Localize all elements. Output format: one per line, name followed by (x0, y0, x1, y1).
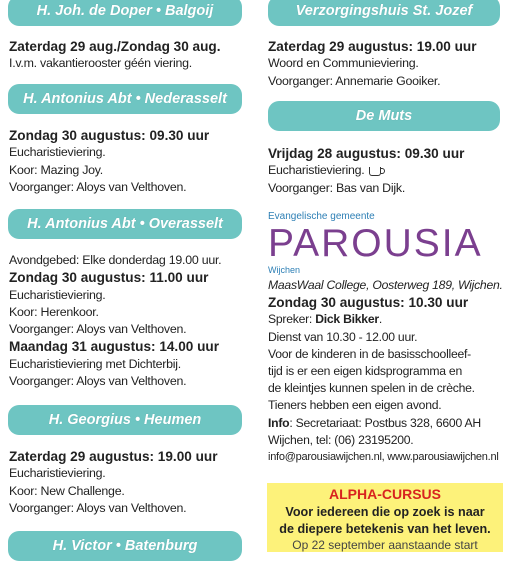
service-line: Voorganger: Bas van Dijk. (268, 180, 406, 195)
parousia-children-line: Tieners hebben een eigen avond. (268, 398, 442, 413)
header-joh-de-doper (8, 0, 242, 26)
parousia-children-line: de kleintjes kunnen spelen in de crèche. (268, 381, 475, 396)
schedule-georgius-heumen (9, 448, 218, 517)
service-line: Woord en Communieviering. (268, 56, 419, 71)
speaker-label: Spreker: (268, 312, 313, 327)
schedule-st-jozef (268, 38, 477, 90)
service-line: Eucharistieviering. (9, 145, 106, 160)
service-note: I.v.m. vakantierooster géén viering. (9, 56, 192, 71)
coffee-cup-icon (369, 167, 381, 176)
schedule-de-muts (268, 145, 464, 197)
header-st-jozef (268, 0, 500, 26)
header-georgius-heumen (8, 405, 242, 435)
parousia-location: MaasWaal College, Oosterweg 189, Wijchen. (268, 278, 503, 292)
parousia-logo: PAROUSIA (268, 222, 483, 265)
service-line: Eucharistieviering. (9, 466, 106, 481)
service-text: Eucharistieviering. (268, 163, 365, 178)
alpha-cursus-box (267, 483, 503, 552)
section-title: H. Antonius Abt • Nederasselt (23, 91, 227, 107)
parousia-service: Dienst van 10.30 - 12.00 uur. (268, 329, 418, 344)
service-date: Zaterdag 29 aug./Zondag 30 aug. (9, 39, 221, 54)
section-title: Verzorgingshuis St. Jozef (295, 3, 473, 19)
info-label: Info (268, 415, 290, 430)
alpha-title: ALPHA-CURSUS (329, 486, 441, 502)
section-title: H. Antonius Abt • Overasselt (27, 216, 223, 232)
section-title: H. Joh. de Doper • Balgoij (36, 3, 214, 19)
service-date: Zondag 30 augustus: 09.30 uur (9, 128, 210, 143)
service-line: Avondgebed: Elke donderdag 19.00 uur. (9, 253, 222, 267)
service-line: Voorganger: Aloys van Velthoven. (9, 322, 187, 337)
service-line: Koor: Mazing Joy. (9, 162, 103, 177)
section-title: H. Georgius • Heumen (48, 412, 202, 428)
parousia-date: Zondag 30 augustus: 10.30 uur (268, 295, 469, 311)
info-text: : Secretariaat: Postbus 328, 6600 AH (289, 415, 481, 430)
service-line: Eucharistieviering met Dichterbij. (9, 356, 181, 371)
parousia-info (268, 277, 503, 466)
service-line: Voorganger: Annemarie Gooiker. (268, 73, 441, 88)
service-line: Voorganger: Aloys van Velthoven. (9, 374, 187, 389)
alpha-text-line: de diepere betekenis van het leven. (279, 521, 491, 536)
service-date: Zaterdag 29 augustus: 19.00 uur (9, 449, 218, 464)
schedule-joh-de-doper (9, 38, 221, 73)
parousia-children-line: Voor de kinderen in de basisschoolleef- (268, 346, 471, 361)
section-title: H. Victor • Batenburg (52, 538, 198, 554)
header-antonius-nederasselt (8, 84, 242, 114)
service-line (268, 162, 464, 179)
alpha-text-line: Voor iedereen die op zoek is naar (285, 505, 485, 519)
parousia-logo-block (268, 211, 504, 275)
service-date: Vrijdag 28 augustus: 09.30 uur (268, 146, 465, 161)
service-date: Zaterdag 29 augustus: 19.00 uur (268, 39, 477, 54)
parousia-town: Wijchen (268, 265, 301, 275)
service-line: Koor: New Challenge. (9, 483, 125, 498)
service-line: Koor: Herenkoor. (9, 304, 99, 319)
parousia-tagline: Evangelische gemeente (268, 211, 375, 222)
service-date: Maandag 31 augustus: 14.00 uur (9, 339, 220, 355)
parousia-children-line: tijd is er een eigen kidsprogramma en (268, 364, 462, 379)
section-title: De Muts (355, 108, 413, 124)
parousia-web-link[interactable]: info@parousiawijchen.nl, www.parousiawijchen.nl (268, 451, 499, 464)
parousia-speaker (268, 311, 503, 328)
schedule-antonius-overasselt (9, 252, 221, 390)
parousia-contact (268, 415, 503, 432)
speaker-name: Dick Bikker (315, 312, 379, 327)
service-line: Voorganger: Aloys van Velthoven. (9, 179, 187, 194)
service-line: Voorganger: Aloys van Velthoven. (9, 500, 187, 515)
service-line: Eucharistieviering. (9, 287, 106, 302)
header-antonius-overasselt (8, 209, 242, 239)
alpha-text-line: Op 22 september aanstaande start (292, 538, 478, 552)
header-de-muts (268, 101, 500, 131)
parousia-phone: Wijchen, tel: (06) 23195200. (268, 432, 414, 447)
service-date: Zondag 30 augustus: 11.00 uur (9, 270, 209, 286)
header-victor-batenburg (8, 531, 242, 561)
speaker-end: . (378, 312, 382, 327)
schedule-antonius-nederasselt (9, 127, 209, 196)
